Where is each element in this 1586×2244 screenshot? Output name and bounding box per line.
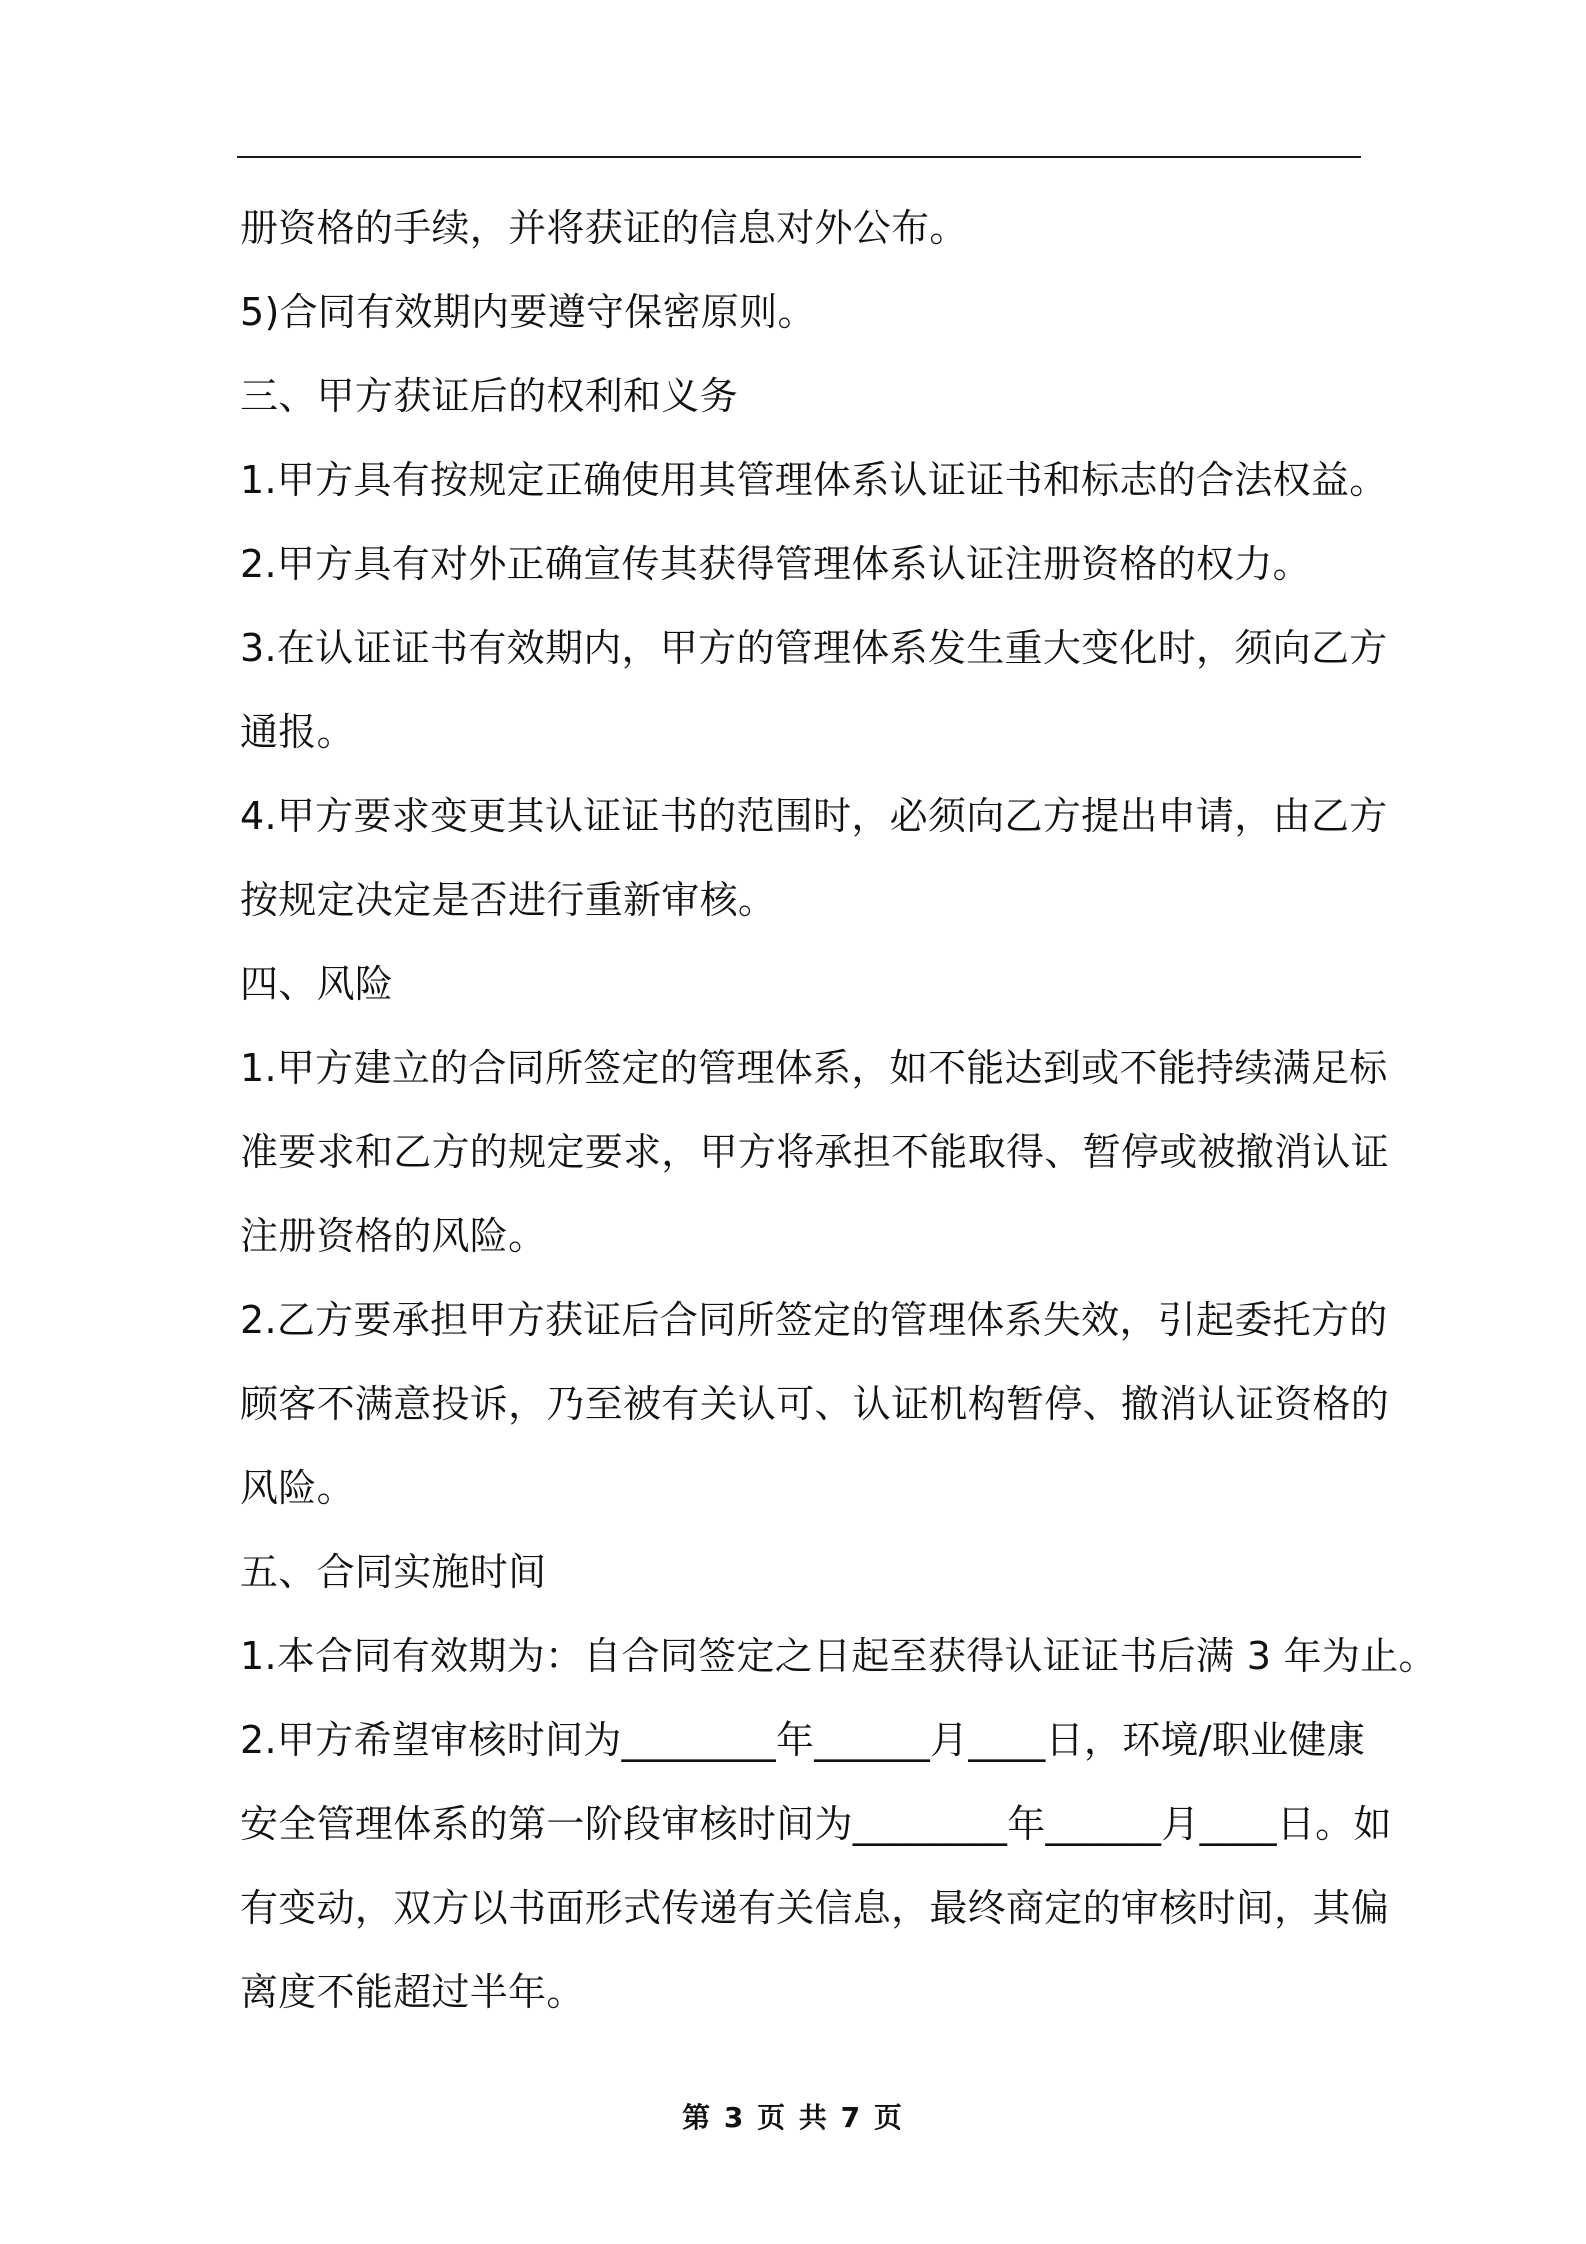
body-line: 2.乙方要承担甲方获证后合同所签定的管理体系失效，引起委托方的 xyxy=(240,1298,1388,1342)
document-body xyxy=(240,196,1437,2044)
body-line: 顾客不满意投诉，乃至被有关认可、认证机构暂停、撤消认证资格的 xyxy=(240,1382,1390,1426)
section-heading: 三、甲方获证后的权利和义务 xyxy=(240,374,738,418)
body-line: 通报。 xyxy=(240,710,355,754)
body-line: 1.甲方具有按规定正确使用其管理体系认证证书和标志的合法权益。 xyxy=(240,458,1388,502)
blank-month: ______ xyxy=(814,1718,931,1762)
section-heading: 四、风险 xyxy=(240,962,394,1006)
blank-year: ________ xyxy=(621,1718,776,1762)
body-line: 注册资格的风险。 xyxy=(240,1214,547,1258)
page-number: 第 3 页 共 7 页 xyxy=(682,2101,904,2134)
header-rule xyxy=(237,156,1361,158)
body-line: 2.甲方希望审核时间为________年______月____日，环境/职业健康 xyxy=(240,1718,1366,1762)
section-heading: 五、合同实施时间 xyxy=(240,1550,547,1594)
body-line: 5)合同有效期内要遵守保密原则。 xyxy=(240,290,816,334)
blank-day: ____ xyxy=(1199,1802,1277,1846)
body-line: 安全管理体系的第一阶段审核时间为________年______月____日。如 xyxy=(240,1802,1392,1846)
body-line: 1.甲方建立的合同所签定的管理体系，如不能达到或不能持续满足标 xyxy=(240,1046,1388,1090)
body-line: 准要求和乙方的规定要求，甲方将承担不能取得、暂停或被撤消认证 xyxy=(240,1130,1390,1174)
body-line: 离度不能超过半年。 xyxy=(240,1970,585,2014)
body-line: 风险。 xyxy=(240,1466,355,1510)
body-line: 4.甲方要求变更其认证证书的范围时，必须向乙方提出申请，由乙方 xyxy=(240,794,1388,838)
blank-year: ________ xyxy=(852,1802,1008,1846)
body-line: 有变动，双方以书面形式传递有关信息，最终商定的审核时间，其偏 xyxy=(240,1886,1390,1930)
blank-day: ____ xyxy=(968,1718,1046,1762)
blank-month: ______ xyxy=(1045,1802,1162,1846)
body-line: 3.在认证证书有效期内，甲方的管理体系发生重大变化时，须向乙方 xyxy=(240,626,1388,670)
body-line: 2.甲方具有对外正确宣传其获得管理体系认证注册资格的权力。 xyxy=(240,542,1311,586)
body-line: 册资格的手续，并将获证的信息对外公布。 xyxy=(240,206,968,250)
body-line: 1.本合同有效期为：自合同签定之日起至获得认证证书后满 3 年为止。 xyxy=(240,1634,1437,1678)
body-line: 按规定决定是否进行重新审核。 xyxy=(240,878,777,922)
